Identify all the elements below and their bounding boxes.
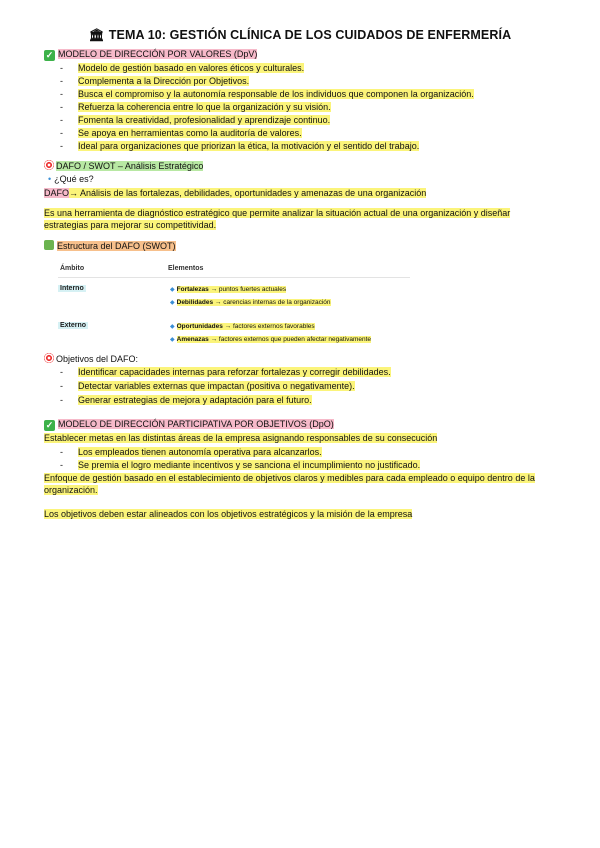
list-item: - Refuerza la coherencia entre lo que la organización y su visión. — [60, 102, 331, 112]
list-item: - Los empleados tienen autonomía operativa para alcanzarlos. — [60, 447, 322, 457]
list-item: - Se apoya en herramientas como la auditoría de valores. — [60, 128, 302, 138]
table-header-ambito: Ámbito — [60, 265, 85, 272]
list-item: - Se premia el logro mediante incentivos y se sanciona el incumplimiento no justificado. — [60, 460, 421, 470]
diamond-icon: ◆ — [170, 287, 175, 293]
table-header-elementos: Elementos — [168, 265, 204, 272]
structure-heading: Estructura del DAFO (SWOT) — [44, 240, 176, 252]
diamond-icon: ◆ — [170, 300, 175, 306]
target-icon — [44, 160, 54, 170]
title-text: TEMA 10: GESTIÓN CLÍNICA DE LOS CUIDADOS DE ENFERMERÍA — [108, 28, 512, 42]
dpo-approach: Enfoque de gestión basado en el establecimiento de objetivos claros y medibles para cada empleado o equipo dentro de la organización. — [44, 473, 535, 495]
dafo-question: • ¿Qué es? — [48, 174, 94, 184]
diamond-icon: ◆ — [170, 337, 175, 343]
check-icon: ✓ — [45, 420, 54, 430]
list-item: - Busca el compromiso y la autonomía responsable de los individuos que componen la organización. — [60, 89, 474, 99]
list-item: - Generar estrategias de mejora y adaptación para el futuro. — [60, 395, 312, 405]
objectives-heading: Objetivos del DAFO: — [44, 353, 138, 365]
dafo-paragraph: Es una herramienta de diagnóstico estratégico que permite analizar la situación actual de una organización y diseñar estrategias para mejorar su competitividad. — [44, 208, 511, 230]
list-item: - Complementa a la Dirección por Objetivos. — [60, 76, 250, 86]
dpo-intro: Establecer metas en las distintas áreas de la empresa asignando responsables de su consecución — [44, 433, 438, 443]
table-cell: ◆ Debilidades → carencias internas de la organización — [170, 299, 331, 306]
ambito-tag-externo: Externo — [60, 322, 87, 329]
target-icon — [44, 353, 54, 363]
table-divider — [58, 277, 410, 278]
bullet-icon: • — [48, 174, 52, 184]
dpo-heading: ✓ MODELO DE DIRECCIÓN PARTICIPATIVA POR OBJETIVOS (DpO) — [45, 419, 334, 430]
dpv-heading: ✓ MODELO DE DIRECCIÓN POR VALORES (DpV) — [45, 49, 258, 60]
page-title — [0, 28, 600, 43]
list-item: - Fomenta la creatividad, profesionalidad y aprendizaje continuo. — [60, 115, 331, 125]
dafo-heading: DAFO / SWOT – Análisis Estratégico — [44, 160, 203, 172]
diamond-icon: ◆ — [170, 324, 175, 330]
check-icon: ✓ — [45, 50, 54, 60]
list-item: - Detectar variables externas que impactan (positiva o negativamente). — [60, 381, 355, 391]
dafo-definition: DAFO→ Análisis de las fortalezas, debilidades, oportunidades y amenazas de una organización — [44, 188, 427, 198]
ambito-tag-interno: Interno — [60, 285, 84, 292]
puzzle-icon — [44, 240, 54, 250]
list-item: - Ideal para organizaciones que priorizan la ética, la motivación y el sentido del trabajo. — [60, 141, 420, 151]
list-item: - Modelo de gestión basado en valores éticos y culturales. — [60, 63, 305, 73]
table-cell: ◆ Fortalezas → puntos fuertes actuales — [170, 286, 287, 293]
table-cell: ◆ Amenazas → factores externos que pueden afectar negativamente — [170, 336, 372, 343]
table-cell: ◆ Oportunidades → factores externos favorables — [170, 323, 315, 330]
bank-icon: 🏛 — [88, 28, 105, 42]
dpo-closing: Los objetivos deben estar alineados con los objetivos estratégicos y la misión de la empresa — [44, 509, 413, 519]
list-item: - Identificar capacidades internas para reforzar fortalezas y corregir debilidades. — [60, 367, 391, 377]
